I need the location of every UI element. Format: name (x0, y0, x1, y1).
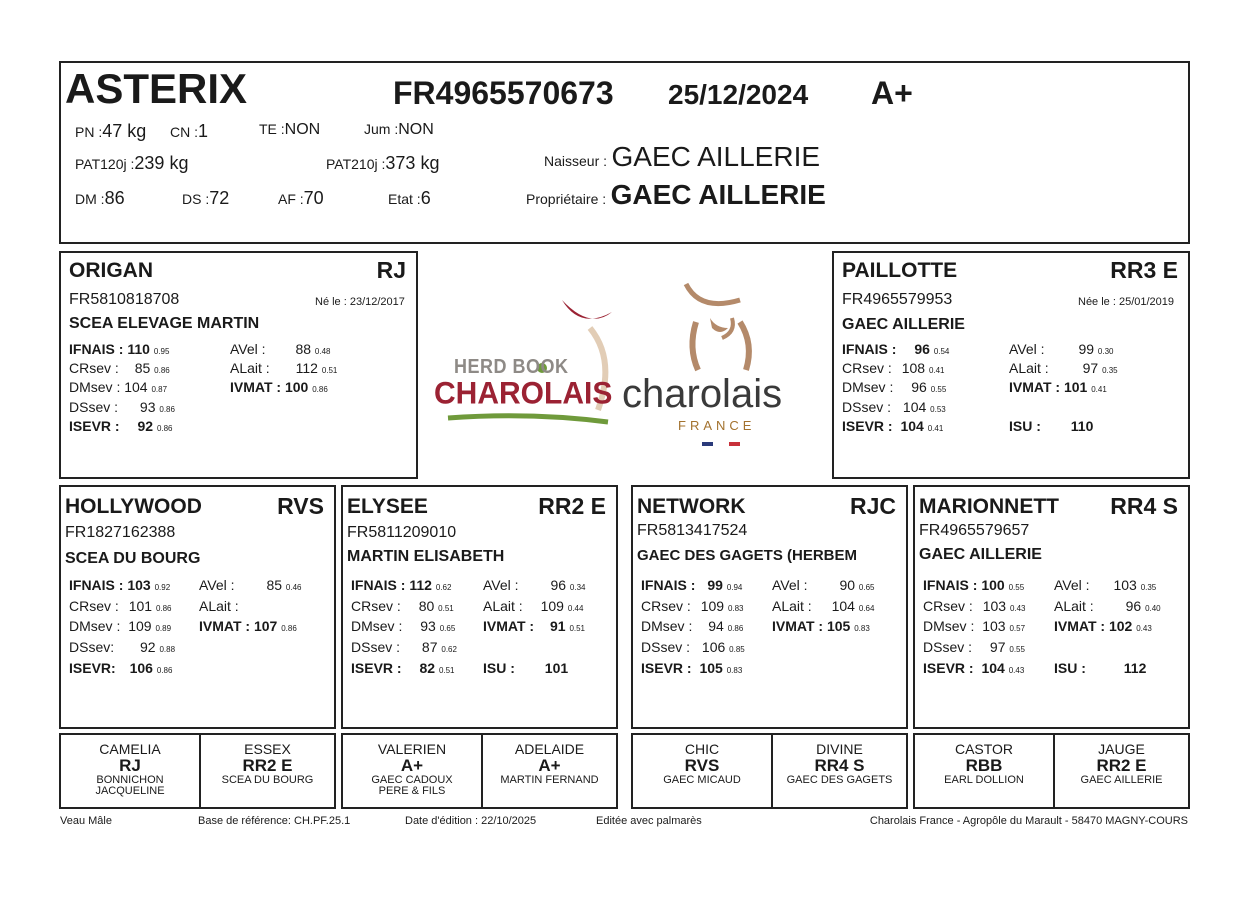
footer-address: Charolais France - Agropôle du Marault - 58470 MAGNY-COURS (869, 815, 1188, 827)
dam-ivmat: IVMAT : 101 0.41 (1009, 379, 1107, 395)
gp-alait: ALait : 96 0.40 (1054, 598, 1161, 614)
gp-ifnais: IFNAIS : 99 0.94 (641, 577, 743, 593)
gp-dmsev: DMsev : 109 0.89 (69, 618, 172, 634)
ggp-cell: VALERIEN A+ GAEC CADOUX PERE & FILS (371, 741, 453, 797)
gp-avel: AVel : 96 0.34 (483, 577, 586, 593)
gp-crsev: CRsev : 109 0.83 (641, 598, 744, 614)
dam-dmsev: DMsev : 96 0.55 (842, 379, 947, 395)
naisseur-field: Naisseur : GAEC AILLERIE (544, 141, 821, 172)
birth-date: 25/12/2024 (668, 79, 809, 110)
gp-avel: AVel : 85 0.46 (199, 577, 302, 593)
ggp-cell: CHIC RVS GAEC MICAUD (663, 741, 741, 786)
gp-name: NETWORK (637, 495, 746, 518)
dam-card (832, 251, 1190, 479)
gp-owner: MARTIN ELISABETH (347, 548, 505, 565)
ds-field: DS :72 (182, 188, 230, 208)
gp-dmsev: DMsev : 94 0.86 (641, 618, 744, 634)
french-flag-icon (702, 441, 742, 447)
france-text: FRANCE (678, 418, 756, 433)
gp-isevr: ISEVR : 104 0.43 (923, 660, 1025, 676)
dm-field: DM :86 (75, 188, 125, 208)
animal-grade: A+ (871, 75, 913, 111)
gp-dssev: DSsev : 106 0.85 (641, 639, 745, 655)
footer-edition-date: Date d'édition : 22/10/2025 (405, 815, 537, 827)
herd-book-charolais-text: CHAROLAIS (434, 376, 613, 411)
gp-code: RJC (849, 493, 896, 519)
grandparent-card-hollywood (59, 485, 336, 729)
gp-owner: SCEA DU BOURG (65, 550, 201, 567)
sire-ifnais: IFNAIS : 110 0.95 (69, 341, 170, 357)
grandparent-card-elysee (341, 485, 618, 729)
gp-code: RVS (277, 493, 324, 519)
sire-ivmat: IVMAT : 100 0.86 (230, 379, 328, 395)
ggp-pair-2 (341, 733, 618, 809)
charolais-text: charolais (622, 372, 783, 416)
gp-name: ELYSEE (347, 495, 428, 518)
gp-owner: GAEC AILLERIE (919, 546, 1042, 563)
footer-palmares: Editée avec palmarès (596, 815, 702, 827)
gp-isu: ISU : 112 (1054, 660, 1147, 676)
ggp-cell: CAMELIA RJ BONNICHON JACQUELINE (95, 741, 165, 797)
gp-alait: ALait : 104 0.64 (772, 598, 875, 614)
dam-id: FR4965579953 (842, 291, 953, 308)
gp-ivmat: IVMAT : 105 0.83 (772, 618, 870, 634)
ggp-cell: JAUGE RR2 E GAEC AILLERIE (1053, 735, 1188, 807)
gp-id: FR5813417524 (637, 522, 748, 539)
dam-isu: ISU : 110 (1009, 418, 1094, 434)
proprietaire-field: Propriétaire : GAEC AILLERIE (526, 179, 826, 210)
gp-crsev: CRsev : 80 0.51 (351, 598, 454, 614)
animal-number: FR4965570673 (393, 75, 614, 111)
gp-dssev: DSsev : 97 0.55 (923, 639, 1025, 655)
etat-field: Etat :6 (388, 188, 431, 208)
gp-dssev: DSsev : 87 0.62 (351, 639, 457, 655)
ggp-pair-3 (631, 733, 908, 809)
sire-dssev: DSsev : 93 0.86 (69, 399, 175, 415)
gp-id: FR4965579657 (919, 522, 1030, 539)
gp-isevr: ISEVR : 105 0.83 (641, 660, 743, 676)
dam-avel: AVel : 99 0.30 (1009, 341, 1114, 357)
te-field: TE :NON (259, 121, 321, 138)
gp-name: MARIONNETT (919, 495, 1059, 518)
ggp-cell: CASTOR RBB EARL DOLLION (944, 741, 1024, 786)
ggp-cell: ESSEX RR2 E SCEA DU BOURG (199, 735, 334, 807)
gp-code: RR2 E (538, 493, 606, 519)
gp-dssev: DSsev: 92 0.88 (69, 639, 176, 655)
gp-dmsev: DMsev : 103 0.57 (923, 618, 1026, 634)
footer-sex: Veau Mâle (60, 815, 112, 827)
ggp-pair-4 (913, 733, 1190, 809)
animal-name: ASTERIX (65, 65, 248, 112)
sire-crsev: CRsev : 85 0.86 (69, 360, 170, 376)
grandparent-card-network (631, 485, 908, 729)
gp-isevr: ISEVR: 106 0.86 (69, 660, 173, 676)
bull-head-icon (670, 278, 780, 378)
animal-header (59, 61, 1190, 244)
gp-ifnais: IFNAIS : 103 0.92 (69, 577, 171, 593)
dam-owner: GAEC AILLERIE (842, 316, 965, 333)
dam-ifnais: IFNAIS : 96 0.54 (842, 341, 950, 357)
jum-field: Jum :NON (364, 121, 434, 138)
sire-alait: ALait : 112 0.51 (230, 360, 338, 376)
af-field: AF :70 (278, 188, 324, 208)
dam-dssev: DSsev : 104 0.53 (842, 399, 946, 415)
gp-ivmat: IVMAT : 102 0.43 (1054, 618, 1152, 634)
ggp-cell: ADELAIDE A+ MARTIN FERNAND (481, 735, 616, 807)
pat210-field: PAT210j :373 kg (326, 153, 440, 173)
dam-isevr: ISEVR : 104 0.41 (842, 418, 944, 434)
sire-isevr: ISEVR : 92 0.86 (69, 418, 173, 434)
gp-alait: ALait : 109 0.44 (483, 598, 584, 614)
gp-ivmat: IVMAT : 107 0.86 (199, 618, 297, 634)
footer-base: Base de référence: CH.PF.25.1 (198, 815, 351, 827)
gp-owner: GAEC DES GAGETS (HERBEM (637, 547, 858, 564)
gp-ifnais: IFNAIS : 112 0.62 (351, 577, 452, 593)
dam-alait: ALait : 97 0.35 (1009, 360, 1118, 376)
sire-card (59, 251, 418, 479)
pat120-field: PAT120j :239 kg (75, 153, 189, 173)
sire-name: ORIGAN (69, 259, 153, 282)
gp-alait: ALait : (199, 598, 239, 614)
sire-born: Né le : 23/12/2017 (315, 296, 405, 308)
gp-crsev: CRsev : 101 0.86 (69, 598, 172, 614)
pn-field: PN :47 kg (75, 121, 147, 141)
gp-avel: AVel : 103 0.35 (1054, 577, 1157, 593)
dam-name: PAILLOTTE (842, 259, 958, 282)
gp-isu: ISU : 101 (483, 660, 569, 676)
gp-ifnais: IFNAIS : 100 0.55 (923, 577, 1025, 593)
sire-avel: AVel : 88 0.48 (230, 341, 331, 357)
sire-id: FR5810818708 (69, 291, 180, 308)
dam-code: RR3 E (1110, 257, 1178, 283)
gp-crsev: CRsev : 103 0.43 (923, 598, 1026, 614)
gp-isevr: ISEVR : 82 0.51 (351, 660, 455, 676)
gp-code: RR4 S (1110, 493, 1178, 519)
ggp-cell: DIVINE RR4 S GAEC DES GAGETS (771, 735, 906, 807)
sire-owner: SCEA ELEVAGE MARTIN (69, 315, 260, 332)
gp-dmsev: DMsev : 93 0.65 (351, 618, 456, 634)
cn-field: CN :1 (170, 121, 209, 141)
grandparent-card-marionnett (913, 485, 1190, 729)
gp-name: HOLLYWOOD (65, 495, 202, 518)
gp-id: FR1827162388 (65, 524, 176, 541)
sire-dmsev: DMsev : 104 0.87 (69, 379, 168, 395)
gp-id: FR5811209010 (347, 524, 457, 541)
herd-book-text: HERD BOOK (454, 354, 569, 378)
dam-crsev: CRsev : 108 0.41 (842, 360, 945, 376)
sire-code: RJ (376, 257, 406, 283)
dam-born: Née le : 25/01/2019 (1078, 296, 1175, 308)
ggp-pair-1 (59, 733, 336, 809)
gp-avel: AVel : 90 0.65 (772, 577, 875, 593)
gp-ivmat: IVMAT : 91 0.51 (483, 618, 586, 634)
